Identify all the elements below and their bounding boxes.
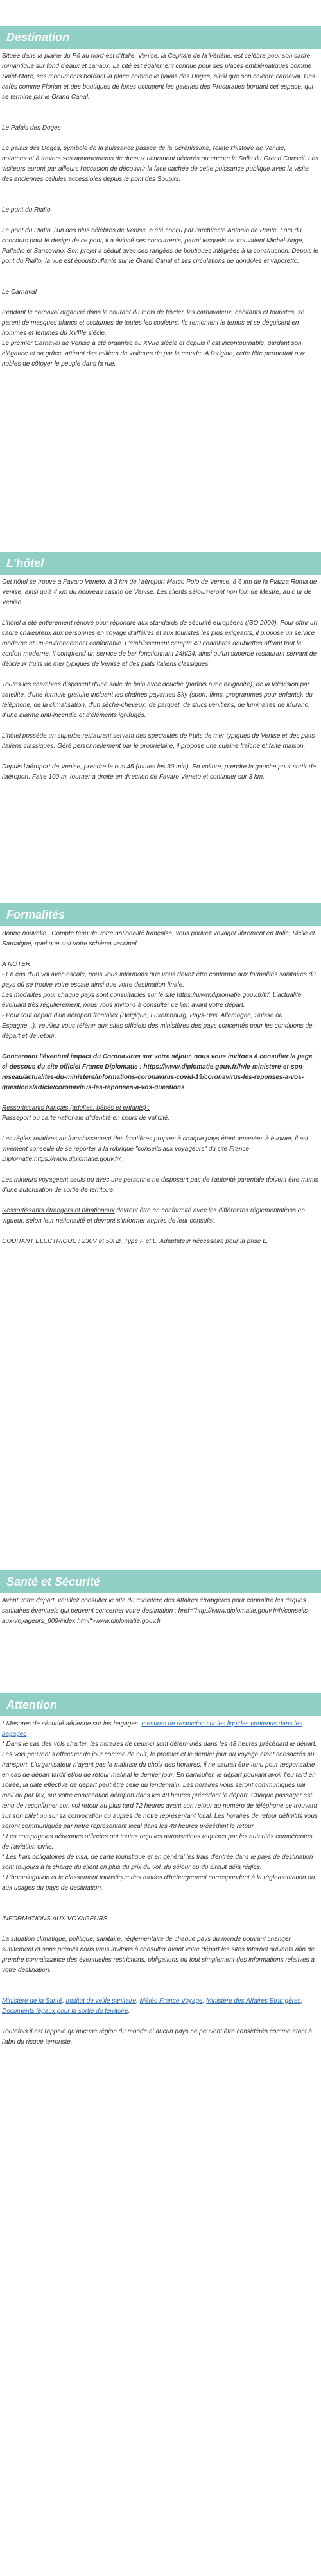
paragraph-carnaval-2: Le premier Carnaval de Venise a été organisé au XVIIe siècle et depuis il est incontournable, gardant son élégance et sa grâce, attirant des milliers de visiteurs de par le monde. À l'origine, cette fête permettait aux nobles de côtoyer le peuple dans la rue. (2, 340, 306, 368)
liquids-restriction-link[interactable]: mesures de restriction sur les liquides contenus dans les bagages (2, 1720, 303, 1738)
heading-doges: Le Palais des Doges (2, 124, 61, 131)
link-separator: , (62, 1997, 66, 2004)
section-header-destination (0, 26, 321, 49)
foreign-text: devront être en conformité avec les différentes réglementations en vigueur, selon leur nationalité et devront s'informer auprès de leur consulat. (2, 1207, 305, 1224)
section-title: Attention (6, 1699, 57, 1711)
paragraph-electric: COURANT ELECTRIQUE : 230V et 50Hz. Type F et L. Adaptateur nécessaire pour la prise L. (2, 1238, 268, 1245)
bullet-fees: * Les frais obligatoires de visa, de carte touristique et en général les frais d'entrée dans le pays de destination sont toujours à la charge du client en plus du prix du vol, du séjour ou du circuit déjà réglés. (2, 1854, 313, 1871)
bullet-luggage (2, 1719, 319, 1740)
hotel-paragraph-1: Cet hôtel se trouve à Favaro Veneto, à 3 km de l'aéroport Marco Polo de Venise, à 6 km de la Piazza Roma de Venise, ainsi qu'à 4 km du nouveau casino de Venise. Les clients séjourneront non loin de Mestre, au c ur de Venise. (2, 579, 317, 606)
paragraph-rules: Les règles relatives au franchissement des frontières propres à chaque pays étant amenées à évoluer, il est vivement conseillé de se reporter à la rubrique "conseils aux voyageurs" du site France Diplomatie:https://www.diplomatie.gouv.fr/. (2, 1135, 308, 1163)
paragraph-adults: Passeport ou carte nationale d'identité en cours de validité. (2, 1115, 170, 1122)
sante-paragraph: Avant votre départ, veuillez consulter le site du ministère des Affaires étrangères pour connaître les risques sanitaires éventuels qui peuvent concerner votre destination : href="http://www.diplomatie.gouv.fr/fr/conseils-aux-voyageurs_909/index.html">www.diplomatie.gouv.fr (2, 1597, 310, 1625)
note-body: - En cas d'un vol avec escale, nous vous informons que vous devez être conforme aux formalités sanitaires du pays où se trouve votre escale ainsi que votre destination finale. Les modalités pour chaque pays sont consultables sur le site https://www.diplomatie.gouv.fr/fr/. L'actualité évoluant très régulièrement, nous vous invitons à consulter ce lien avant votre départ. - Pour tout départ d'un aéroport frontalier (Belgique, Luxembourg, Pays-Bas, Allemagne, Suisse ou Espagne...), veuillez vous référer aux sites officiels des ministères des pays concernés pour les conditions de départ et de retour. (2, 971, 316, 1040)
link-ministere-sante[interactable]: Ministère de la Santé (2, 1997, 62, 2004)
paragraph-carnaval-1: Pendant le carnaval organisé dans le courant du mois de février, les carnavaleux, habitants et touristes, se parent de masques blancs et costumes de toutes les couleurs. Ils remontent le temps et se déguisent en hommes et femmes du XVIIIe siècle. (2, 309, 305, 337)
section-title: Destination (6, 31, 70, 44)
paragraph-rialto: Le pont du Rialto, l'un des plus célèbres de Venise, a été conçu par l'architecte Antonio da Ponte. Lors du concours pour le design de ce pont, il a évincé ses concurrents, parmi lesquels se trouvaient Michel-Ange, Palladio et Sansovino. Son projet a séduit avec ses rangées de boutiques intégrées à la construction. Depuis le pont du Rialto, la vue est époustouflante sur le Grand Canal et ses circulations de gondoles et vaporetto. (2, 227, 319, 265)
link-documents-legaux[interactable]: Documents légaux pour la sortie du territoire (2, 2008, 128, 2015)
coronavirus-notice: Concernant l'éventuel impact du Coronavirus sur votre séjour, nous vous invitons à consulter la page ci-dessous du site officiel France Diplomatie : https://www.diplomatie.gouv.fr/fr/le-ministere-et-son-reseau/actualites-du-ministere/informations-coronavirus-covid-19/coronavirus-les-reponses-a-vos-questions/article/coronavirus-les-reponses-a-vos-questions (2, 1053, 313, 1091)
heading-carnaval: Le Carnaval (2, 289, 37, 296)
hotel-paragraph-5: Depuis l'aéroport de Venise, prendre le bus 45 (toutes les 30 min). En voiture, prendre la gauche pour sortir de l'aéroport. Faire 100 m, tourner à droite en direction de Favaro Veneto et continuer sur 3 km. (2, 763, 317, 781)
foreign-heading: Ressortissants étrangers et binationaux (2, 1207, 115, 1214)
section-hotel (0, 552, 321, 793)
formalites-intro: Bonne nouvelle : Compte tenu de votre nationalité française, vous pouvez voyager librement en Italie, Sicile et Sardaigne, quel que soit votre schéma vaccinal. (2, 930, 315, 947)
hotel-paragraph-3: Toutes les chambres disposent d'une salle de bain avec douche (parfois avec baignoire), de la télévision par satellite, d'une formule gratuite incluant les chaînes payantes Sky (sport, films, programmes pour enfants), du téléphone, de la climatisation, d'un sèche-cheveux, de parquet, de stucs vénitiens, de luminaires de Murano, d'une alarme anti-incendie et d'éléments ignifugés. (2, 681, 313, 719)
paragraph-foreign (2, 1206, 319, 1226)
note-title: A NOTER (2, 961, 31, 968)
section-destination (0, 26, 321, 380)
link-affaires-etrangeres[interactable]: Ministère des Affaires Étrangères (206, 1997, 301, 2004)
link-separator: , (136, 1997, 140, 2004)
heading-adults: Ressortissants français (adultes, bébés et enfants) : (2, 1105, 150, 1112)
section-title: L'hôtel (6, 557, 44, 570)
section-title: Santé et Sécurité (6, 1575, 101, 1588)
heading-rialto: Le pont du Rialto (2, 207, 51, 214)
destination-intro: Située dans la plaine du Pô au nord-est d'Italie, Venise, la Capitale de la Vénétie, est célèbre pour son cadre romantique sur fond d'eaux et canaux. La cité est également connue pour ses places emblématiques comme Saint-Marc, ses monuments bordant la place comme le palais des Doges, ainsi que son célèbre carnaval. Des cafés comme Florian et des boutiques de luxes occupent les galeries des Procuraties bordant cet espace, qui se termine par le Grand Canal. (2, 53, 316, 101)
section-formalites (0, 903, 321, 1257)
section-sante (0, 1570, 321, 1637)
info-body: La situation climatique, politique, sanitaire, réglementaire de chaque pays du monde pouvant changer subitement et sans préavis nous vous invitons à consulter avant votre départ les sites Internet suivants afin de prendre connaissance des éventuelles restrictions, obligations ou tout simplement des informations relatives à votre destination. (2, 1936, 315, 1974)
info-title: INFORMATIONS AUX VOYAGEURS : (2, 1915, 112, 1922)
bullet-luggage-text: * Mesures de sécurité aérienne sur les bagages: (2, 1720, 142, 1727)
link-separator: . (128, 2008, 130, 2015)
info-links (2, 1986, 319, 2017)
section-attention (0, 1693, 321, 2058)
bullet-classification: * L'homologation et le classement touristique des modes d'hébergement correspondent à la réglementation ou aux usages du pays de destination. (2, 1874, 315, 1892)
link-institut-veille[interactable]: Institut de veille sanitaire (65, 1997, 137, 2004)
link-meteo-france[interactable]: Météo France Voyage (139, 1997, 203, 2004)
section-title: Formalités (6, 908, 65, 921)
section-header-sante (0, 1570, 321, 1593)
link-separator: , (202, 1997, 207, 2004)
bullet-airlines: * Les compagnies aériennes utilisées ont toutes reçu les autorisations requises par les autorités compétentes de l'aviation civile. (2, 1833, 313, 1851)
hotel-paragraph-2: L'hôtel a été entièrement rénové pour répondre aux standards de sécurité européens (ISO 2000). Pour offrir un cadre chaleureux aux personnes en voyage d'affaires et aux touristes les plus exigeants, il propose un service moderne et un environnement confortable. L'établissement compte 40 chambres doublettes offrant tout le confort moderne. Il comprend un service de bar fonctionnant 24h/24, ainsi qu'un superbe restaurant servant de délicieux fruits de mer typiques de Venise et des plats italiens classiques. (2, 620, 318, 668)
hotel-paragraph-4: L'hôtel possède un superbe restaurant servant des spécialités de fruits de mer typiques de Venise et des plats italiens classiques. Géré personnellement par le propriétaire, il propose une cuisine fraîche et faite maison. (2, 733, 315, 750)
section-header-formalites (0, 903, 321, 926)
terrorism-notice: Toutefois il est rappelé qu'aucune région du monde ni aucun pays ne peuvent être considérés comme étant à l'abri du risque terroriste. (2, 2028, 312, 2046)
paragraph-minors: Les mineurs voyageant seuls ou avec une personne ne disposant pas de l'autorité parentale doivent être munis d'une autorisation de sortie de territoire. (2, 1176, 318, 1194)
section-header-hotel (0, 552, 321, 575)
section-header-attention (0, 1693, 321, 1716)
paragraph-doges: Le palais des Doges, symbole de la puissance passée de la Sérénissime, relate l'histoire de Venise, notamment à travers ses appartements de ducaux richement décorés ou encore la Salle du Grand Conseil. Les visiteurs auront par ailleurs l'occasion de découvrir la face cachée de cette puissance publique avec la visite des anciennes cellules accessibles depuis le pont des Soupirs. (2, 145, 319, 183)
link-separator: , (300, 1997, 303, 2004)
bullet-charter: * Dans le cas des vols charter, les horaires de ceux-ci sont déterminés dans les 48 heures précédant le départ. Les vols peuvent s'effectuer de jour comme de nuit, le premier et le dernier jour du voyage étant consacrés au transport. L'organisateur n'ayant pas la maîtrise du choix des horaires, il ne saurait être tenu pour responsable en cas de départ tardif et/ou de retour matinal le dernier jour. En particulier, le départ pouvant avoir lieu tard en soirée, la date effective de départ peut être celle du lendemain. Les horaires vous seront communiqués par mail ou par fax, sur votre convocation aéroport dans les 48 heures précédant le départ. Chaque passager est tenu de reconfirmer son vol retour au plus tard 72 heures avant son retour au numéro de téléphone se trouvant sur son billet ou sur sa convocation ou auprès de notre représentant local. Les horaires de retour définitifs vous seront communiqués par notre représentant local dans les 48 heures précédant le retour. (2, 1741, 318, 1830)
